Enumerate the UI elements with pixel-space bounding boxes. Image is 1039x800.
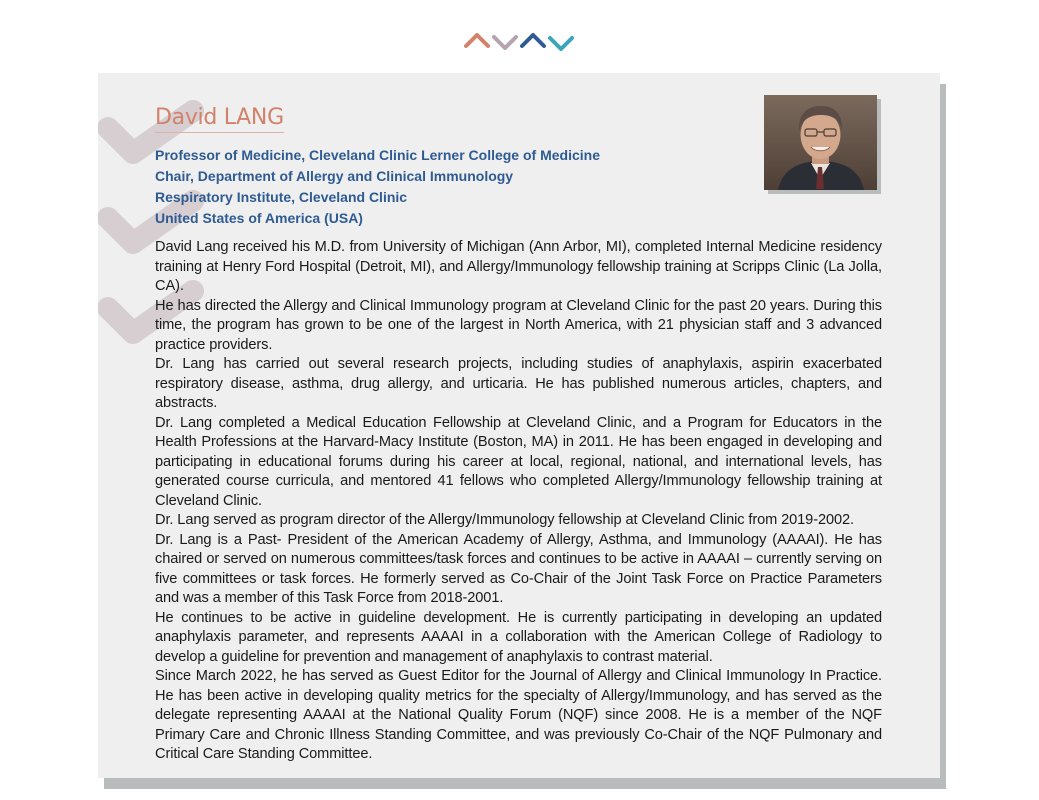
- biography: [155, 238, 882, 765]
- profile-photo: [764, 95, 877, 190]
- profile-title-3: Respiratory Institute, Cleveland Clinic: [155, 189, 408, 205]
- bio-paragraph-3: Dr. Lang has carried out several research projects, including studies of anaphylaxis, aspirin exacerbated respiratory disease, asthma, drug allergy, and urticaria. He has published numerous articles, chapters, and abstracts.: [155, 356, 882, 411]
- profile-card: [98, 73, 940, 778]
- profile-title-4: United States of America (USA): [155, 210, 363, 226]
- bio-paragraph-6: Dr. Lang is a Past- President of the American Academy of Allergy, Asthma, and Immunology (AAAAI). He has chaired or served on numerous committees/task forces and continues to be active in AAAAI – currently serving on five committees or task forces. He formerly served as Co-Chair of the Joint Task Force on Practice Parameters and was a member of this Task Force from 2018-2001.: [155, 531, 882, 606]
- bio-paragraph-8: Since March 2022, he has served as Guest Editor for the Journal of Allergy and Clinical Immunology In Practice. He has been active in developing quality metrics for the specialty of Allergy/Immunology, and has served as the delegate representing AAAAI at the National Quality Forum (NQF) since 2008. He is a member of the NQF Primary Care and Chronic Illness Standing Committee, and was previously Co-Chair of the NQF Pulmonary and Critical Care Standing Committee.: [155, 668, 882, 762]
- chevron-logo-icon: [463, 30, 577, 54]
- profile-titles: [155, 145, 600, 229]
- profile-title-2: Chair, Department of Allergy and Clinical Immunology: [155, 168, 514, 184]
- bio-paragraph-4: Dr. Lang completed a Medical Education Fellowship at Cleveland Clinic, and a Program for Educators in the Health Professions at the Harvard-Macy Institute (Boston, MA) in 2011. He has been engaged in developing and participating in educational forums during his career at local, regional, national, and international levels, has generated course curricula, and mentored 41 fellows who completed Allergy/Immunology fellowship training at Cleveland Clinic.: [155, 414, 882, 509]
- bio-paragraph-1: David Lang received his M.D. from University of Michigan (Ann Arbor, MI), completed Internal Medicine residency training at Henry Ford Hospital (Detroit, MI), and Allergy/Immunology fellowship training at Scripps Clinic (La Jolla, CA).: [155, 239, 882, 294]
- bio-paragraph-7: He continues to be active in guideline development. He is currently participating in developing an updated anaphylaxis parameter, and represents AAAAI in a collaboration with the American College of Radiology to develop a guideline for prevention and management of anaphylaxis to contrast material.: [155, 609, 882, 665]
- profile-name: David LANG: [155, 105, 284, 133]
- bio-paragraph-5: Dr. Lang served as program director of the Allergy/Immunology fellowship at Cleveland Clinic from 2019-2002.: [155, 512, 854, 528]
- profile-title-1: Professor of Medicine, Cleveland Clinic Lerner College of Medicine: [155, 147, 600, 163]
- bio-paragraph-2: He has directed the Allergy and Clinical Immunology program at Cleveland Clinic for the past 20 years. During this time, the program has grown to be one of the largest in North America, with 21 physician staff and 3 advanced practice providers.: [155, 297, 882, 353]
